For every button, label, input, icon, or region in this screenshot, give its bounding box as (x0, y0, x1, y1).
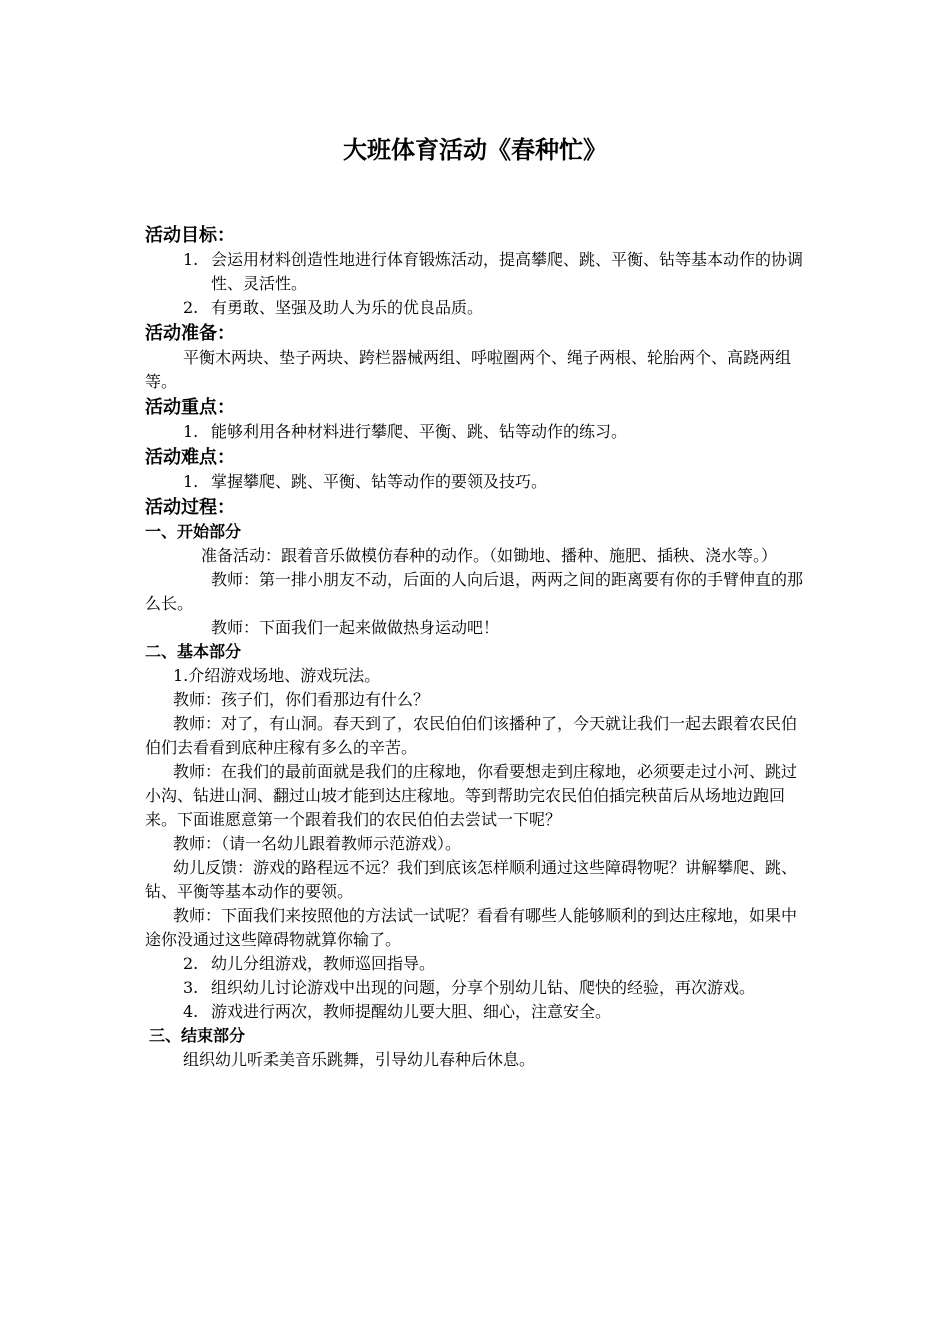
list-item (145, 420, 810, 444)
part2-intro: 1.介绍游戏场地、游戏玩法。 (173, 666, 381, 685)
list-item (145, 470, 810, 494)
part2-paragraph: 教师：孩子们，你们看那边有什么？ (173, 690, 430, 709)
part2-paragraph: 教师：在我们的最前面就是我们的庄稼地，你看要想走到庄稼地，必须要走过小河、跳过小沟、钻进山洞、翻过山坡才能到达庄稼地。等到帮助完农民伯伯插完秧苗后从场地边跑回来。下面谁愿意第一个跟着我们的农民伯伯去尝试一下呢？ (145, 762, 798, 829)
prep-heading: 活动准备： (145, 323, 235, 344)
list-text: 游戏进行两次，教师提醒幼儿要大胆、细心，注意安全。 (211, 1002, 612, 1021)
document-title: 大班体育活动《春种忙》 (343, 136, 607, 164)
goals-heading: 活动目标： (145, 225, 235, 246)
list-text: 能够利用各种材料进行攀爬、平衡、跳、钻等动作的练习。 (211, 422, 628, 441)
part1-paragraph: 准备活动：跟着音乐做模仿春种的动作。（如锄地、播种、施肥、插秧、浇水等。） (201, 546, 778, 565)
part2-paragraph: 教师：对了，有山洞。春天到了，农民伯伯们该播种了，今天就让我们一起去跟着农民伯伯们去看看到底种庄稼有多么的辛苦。 (145, 714, 798, 757)
list-number: 4. (183, 1002, 199, 1021)
list-item (145, 1000, 810, 1024)
list-item (145, 248, 810, 296)
list-text: 掌握攀爬、跳、平衡、钻等动作的要领及技巧。 (211, 472, 548, 491)
list-text: 会运用材料创造性地进行体育锻炼活动，提高攀爬、跳、平衡、钻等基本动作的协调性、灵活性。 (211, 250, 804, 293)
list-text: 组织幼儿讨论游戏中出现的问题，分享个别幼儿钻、爬快的经验，再次游戏。 (211, 978, 756, 997)
part1-paragraph: 教师：第一排小朋友不动，后面的人向后退，两两之间的距离要有你的手臂伸直的那么长。 (145, 570, 804, 613)
list-number: 2. (183, 954, 199, 973)
part3-paragraph: 组织幼儿听柔美音乐跳舞，引导幼儿春种后休息。 (183, 1050, 536, 1069)
document-body (145, 222, 810, 1072)
process-heading: 活动过程： (145, 497, 235, 518)
list-item (145, 296, 810, 320)
list-item (145, 952, 810, 976)
difficulty-heading: 活动难点： (145, 447, 235, 468)
list-number: 1. (183, 422, 199, 441)
part2-paragraph: 幼儿反馈：游戏的路程远不远？我们到底该怎样顺利通过这些障碍物呢？讲解攀爬、跳、钻、平衡等基本动作的要领。 (145, 858, 798, 901)
part2-paragraph: 教师：（请一名幼儿跟着教师示范游戏）。 (173, 834, 462, 853)
part3-heading: 三、结束部分 (149, 1026, 246, 1045)
part2-paragraph: 教师：下面我们来按照他的方法试一试呢？看看有哪些人能够顺利的到达庄稼地，如果中途你没通过这些障碍物就算你输了。 (145, 906, 798, 949)
list-number: 1. (183, 472, 199, 491)
list-text: 有勇敢、坚强及助人为乐的优良品质。 (211, 298, 484, 317)
list-text: 幼儿分组游戏，教师巡回指导。 (211, 954, 436, 973)
part1-paragraph: 教师：下面我们一起来做做热身运动吧！ (211, 618, 500, 637)
part2-heading: 二、基本部分 (145, 642, 242, 661)
prep-text: 平衡木两块、垫子两块、跨栏器械两组、呼啦圈两个、绳子两根、轮胎两个、高跷两组等。 (145, 348, 792, 391)
part1-heading: 一、开始部分 (145, 522, 242, 541)
list-number: 1. (183, 250, 199, 269)
key-heading: 活动重点： (145, 397, 235, 418)
list-item (145, 976, 810, 1000)
list-number: 2. (183, 298, 199, 317)
list-number: 3. (183, 978, 199, 997)
